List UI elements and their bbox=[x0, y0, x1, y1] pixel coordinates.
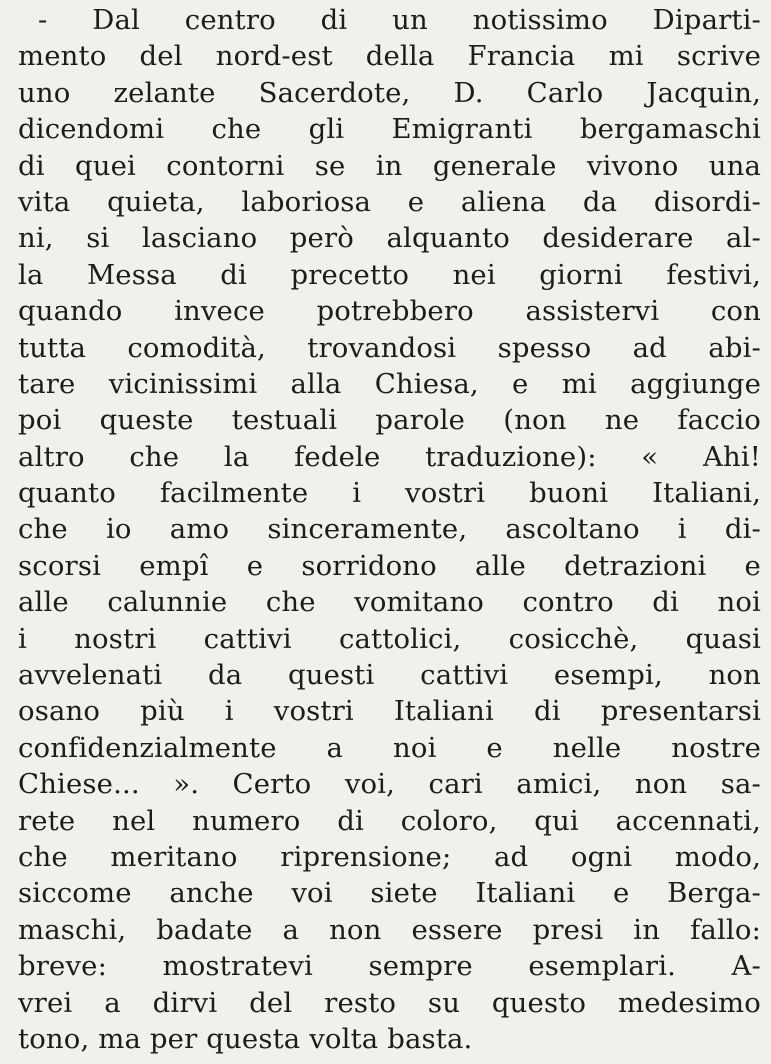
text-line: uno zelante Sacerdote, D. Carlo Jacquin, bbox=[18, 76, 761, 109]
text-line: avvelenati da questi cattivi esempi, non bbox=[18, 659, 761, 692]
text-line: quanto facilmente i vostri buoni Italiani, bbox=[18, 477, 761, 510]
text-line: tono, ma per questa volta basta. bbox=[18, 1022, 473, 1055]
text-line: quando invece potrebbero assistervi con bbox=[18, 295, 761, 328]
text-line: osano più i vostri Italiani di presentarsi bbox=[18, 695, 761, 728]
text-line: breve: mostratevi sempre esemplari. A- bbox=[18, 950, 761, 983]
text-line: di quei contorni se in generale vivono una bbox=[18, 149, 761, 182]
text-line: tare vicinissimi alla Chiesa, e mi aggiunge bbox=[18, 367, 761, 400]
text-line: alle calunnie che vomitano contro di noi bbox=[18, 586, 761, 619]
text-line: Chiese... ». Certo voi, cari amici, non sa- bbox=[18, 768, 761, 801]
text-line: la Messa di precetto nei giorni festivi, bbox=[18, 258, 761, 291]
text-line: che io amo sinceramente, ascoltano i di- bbox=[18, 513, 761, 546]
text-line: tutta comodità, trovandosi spesso ad abi- bbox=[18, 331, 761, 364]
text-line: - Dal centro di un notissimo Diparti- bbox=[38, 4, 761, 36]
article-column bbox=[18, 2, 761, 1057]
text-line: altro che la fedele traduzione): « Ahi! bbox=[18, 440, 761, 473]
text-line: che meritano riprensione; ad ogni modo, bbox=[18, 840, 761, 873]
text-line: ni, si lasciano però alquanto desiderare al- bbox=[18, 222, 761, 255]
text-line: dicendomi che gli Emigranti bergamaschi bbox=[18, 113, 761, 146]
text-line: maschi, badate a non essere presi in fallo: bbox=[18, 913, 761, 946]
text-line: i nostri cattivi cattolici, cosicchè, quasi bbox=[18, 622, 761, 655]
text-line: rete nel numero di coloro, qui accennati, bbox=[18, 804, 761, 837]
text-line: vita quieta, laboriosa e aliena da disordi- bbox=[18, 185, 761, 218]
text-line: scorsi empî e sorridono alle detrazioni e bbox=[18, 549, 761, 582]
text-line: mento del nord-est della Francia mi scrive bbox=[18, 40, 761, 73]
text-line: confidenzialmente a noi e nelle nostre bbox=[18, 731, 761, 764]
text-line: poi queste testuali parole (non ne faccio bbox=[18, 404, 761, 437]
text-line: siccome anche voi siete Italiani e Berga- bbox=[18, 877, 761, 910]
text-line: vrei a dirvi del resto su questo medesimo bbox=[18, 986, 761, 1019]
